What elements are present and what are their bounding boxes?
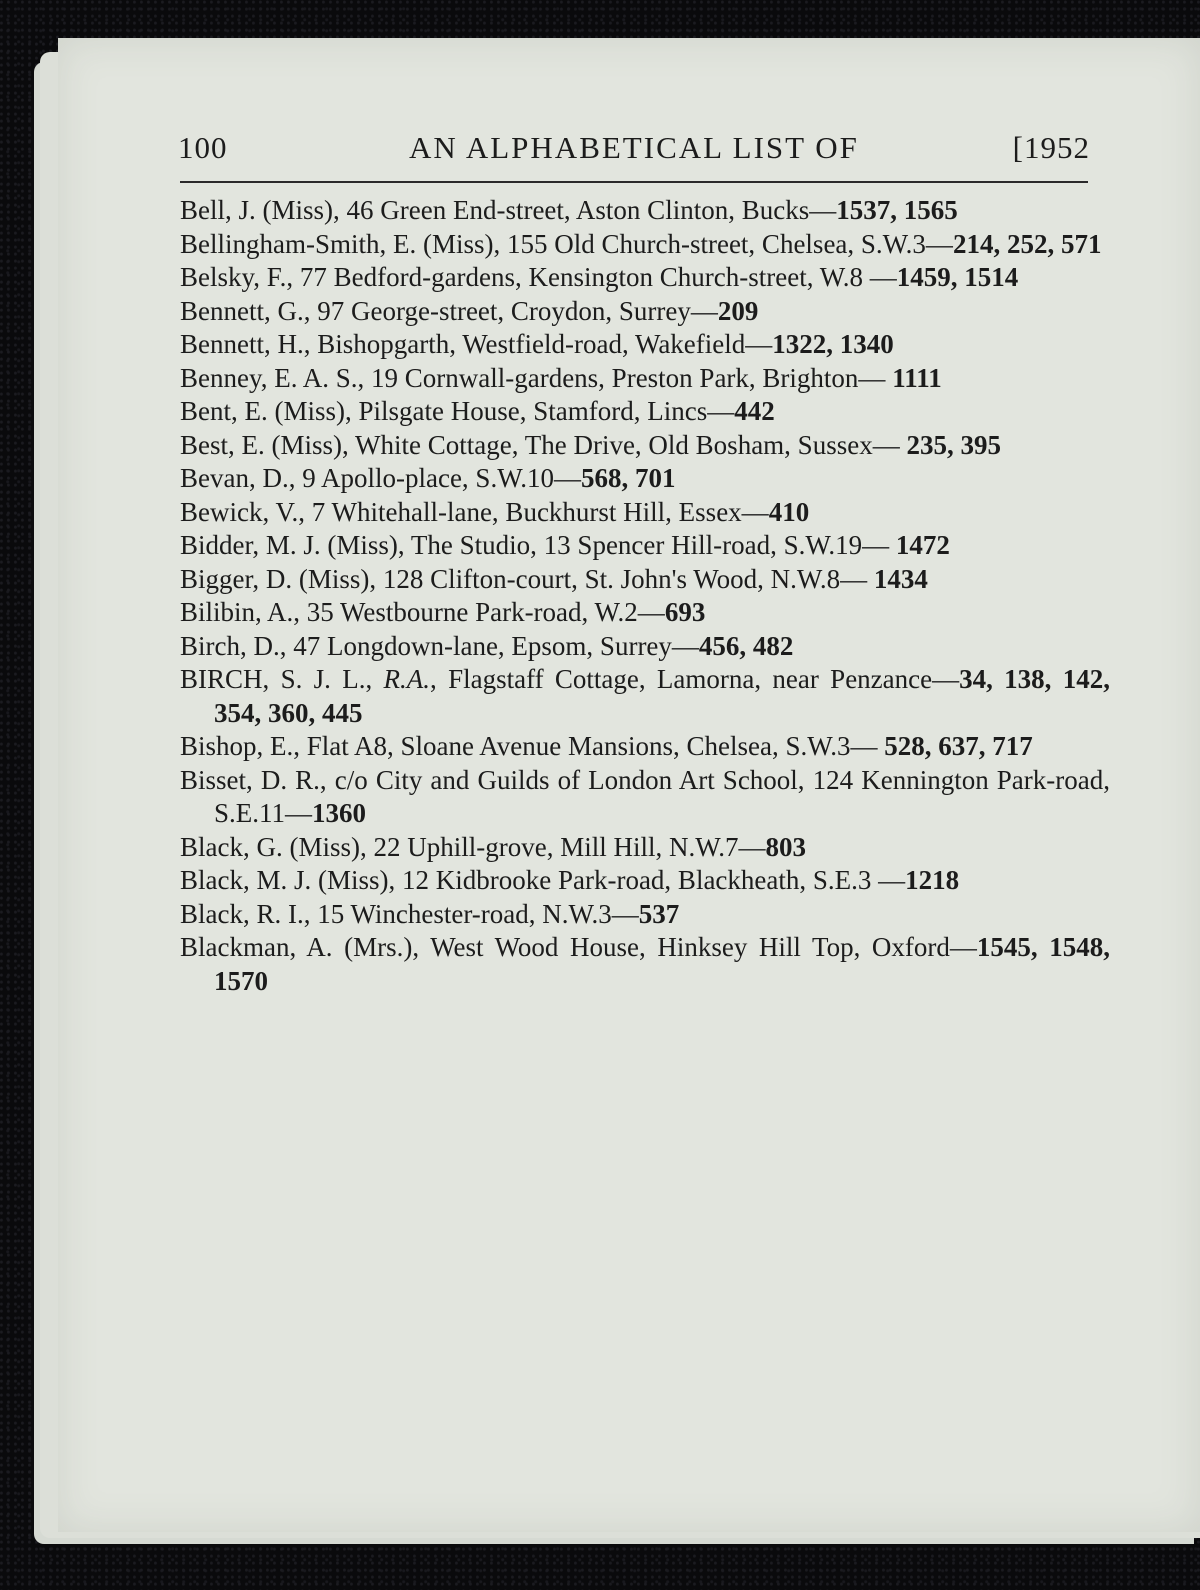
entry-text: Black, R. I., 15 Winchester-road, N.W.3— — [180, 898, 639, 929]
list-item — [180, 395, 1110, 429]
entry-text: Bent, E. (Miss), Pilsgate House, Stamford, Lincs— — [180, 396, 735, 426]
entry-text: Bidder, M. J. (Miss), The Studio, 13 Spencer Hill-road, S.W.19— — [180, 530, 896, 560]
catalogue-numbers: 214, 252, 571 — [952, 228, 1102, 259]
catalogue-numbers: 1434 — [873, 563, 928, 594]
catalogue-numbers: 34, 138, 142, 354, 360, 445 — [214, 664, 1110, 728]
entry-text: Bilibin, A., 35 Westbourne Park-road, W.2— — [180, 597, 665, 627]
list-item — [180, 663, 1110, 730]
list-item — [180, 931, 1110, 998]
entry-list — [180, 194, 1110, 998]
page-number: 100 — [178, 130, 228, 165]
catalogue-numbers: 528, 637, 717 — [884, 731, 1033, 761]
list-item — [180, 563, 1110, 597]
list-item — [180, 730, 1110, 764]
entry-text: Bennett, G., 97 George-street, Croydon, Surrey— — [180, 295, 718, 326]
list-item — [180, 864, 1110, 898]
running-head — [178, 130, 1090, 170]
catalogue-numbers: 442 — [734, 396, 775, 426]
catalogue-numbers: 235, 395 — [906, 429, 1001, 460]
list-item — [180, 295, 1110, 329]
catalogue-numbers: 410 — [768, 496, 810, 527]
entry-text: Bishop, E., Flat A8, Sloane Avenue Mansions, Chelsea, S.W.3— — [180, 731, 885, 761]
list-item — [180, 596, 1110, 630]
entry-text-prefix: BIRCH, S. J. L., — [180, 664, 384, 694]
entry-text: Bisset, D. R., c/o City and Guilds of London Art School, 124 Kennington Park-road, S.E.11— — [180, 764, 1110, 828]
catalogue-numbers: 1218 — [905, 865, 960, 895]
list-item — [180, 362, 1110, 396]
royal-academician-title: R.A. — [383, 664, 431, 694]
list-item — [180, 529, 1110, 563]
entry-text: Bigger, D. (Miss), 128 Clifton-court, St. John's Wood, N.W.8— — [180, 563, 874, 594]
catalogue-numbers: 1360 — [312, 798, 367, 828]
catalogue-numbers: 693 — [664, 597, 706, 627]
entry-text: Black, G. (Miss), 22 Uphill-grove, Mill Hill, N.W.7— — [180, 831, 766, 862]
entry-text: Benney, E. A. S., 19 Cornwall-gardens, Preston Park, Brighton— — [180, 362, 893, 393]
list-item — [180, 898, 1110, 932]
catalogue-numbers: 1111 — [892, 362, 942, 393]
header-rule — [180, 181, 1088, 183]
year-label: [1952 — [1012, 130, 1090, 165]
catalogue-numbers: 1472 — [895, 530, 950, 560]
catalogue-numbers: 1545, 1548, 1570 — [214, 932, 1110, 996]
list-item — [180, 429, 1110, 463]
list-item — [180, 764, 1110, 831]
book-page — [58, 38, 1200, 1532]
list-item — [180, 194, 1110, 228]
page-title: AN ALPHABETICAL LIST OF — [409, 130, 859, 165]
list-item — [180, 261, 1110, 295]
list-item — [180, 630, 1110, 664]
list-item — [180, 831, 1110, 865]
list-item — [180, 462, 1110, 496]
catalogue-numbers: 568, 701 — [580, 463, 676, 493]
catalogue-numbers: 537 — [638, 898, 680, 929]
entry-text: Bennett, H., Bishopgarth, Westfield-road, Wakefield— — [180, 329, 773, 359]
list-item — [180, 328, 1110, 362]
catalogue-numbers: 1537, 1565 — [836, 195, 958, 225]
catalogue-numbers: 803 — [765, 831, 806, 862]
entry-text: Bevan, D., 9 Apollo-place, S.W.10— — [180, 463, 581, 493]
entry-text: Best, E. (Miss), White Cottage, The Drive, Old Bosham, Sussex— — [180, 429, 907, 460]
entry-text: Blackman, A. (Mrs.), West Wood House, Hinksey Hill Top, Oxford— — [180, 932, 977, 962]
catalogue-numbers: 1459, 1514 — [896, 262, 1019, 292]
list-item — [180, 228, 1110, 262]
catalogue-numbers: 1322, 1340 — [772, 329, 894, 359]
catalogue-numbers: 209 — [717, 295, 759, 326]
entry-text: Bellingham-Smith, E. (Miss), 155 Old Church-street, Chelsea, S.W.3— — [180, 228, 953, 259]
entry-text: Black, M. J. (Miss), 12 Kidbrooke Park-road, Blackheath, S.E.3 — — [180, 865, 906, 895]
catalogue-numbers: 456, 482 — [698, 630, 794, 661]
entry-text: , Flagstaff Cottage, Lamorna, near Penzance— — [430, 664, 960, 694]
entry-text: Birch, D., 47 Longdown-lane, Epsom, Surrey— — [180, 630, 699, 661]
entry-text: Bell, J. (Miss), 46 Green End-street, Aston Clinton, Bucks— — [180, 195, 837, 225]
entry-text: Bewick, V., 7 Whitehall-lane, Buckhurst Hill, Essex— — [180, 496, 769, 527]
entry-text: Belsky, F., 77 Bedford-gardens, Kensington Church-street, W.8 — — [180, 262, 897, 292]
list-item — [180, 496, 1110, 530]
